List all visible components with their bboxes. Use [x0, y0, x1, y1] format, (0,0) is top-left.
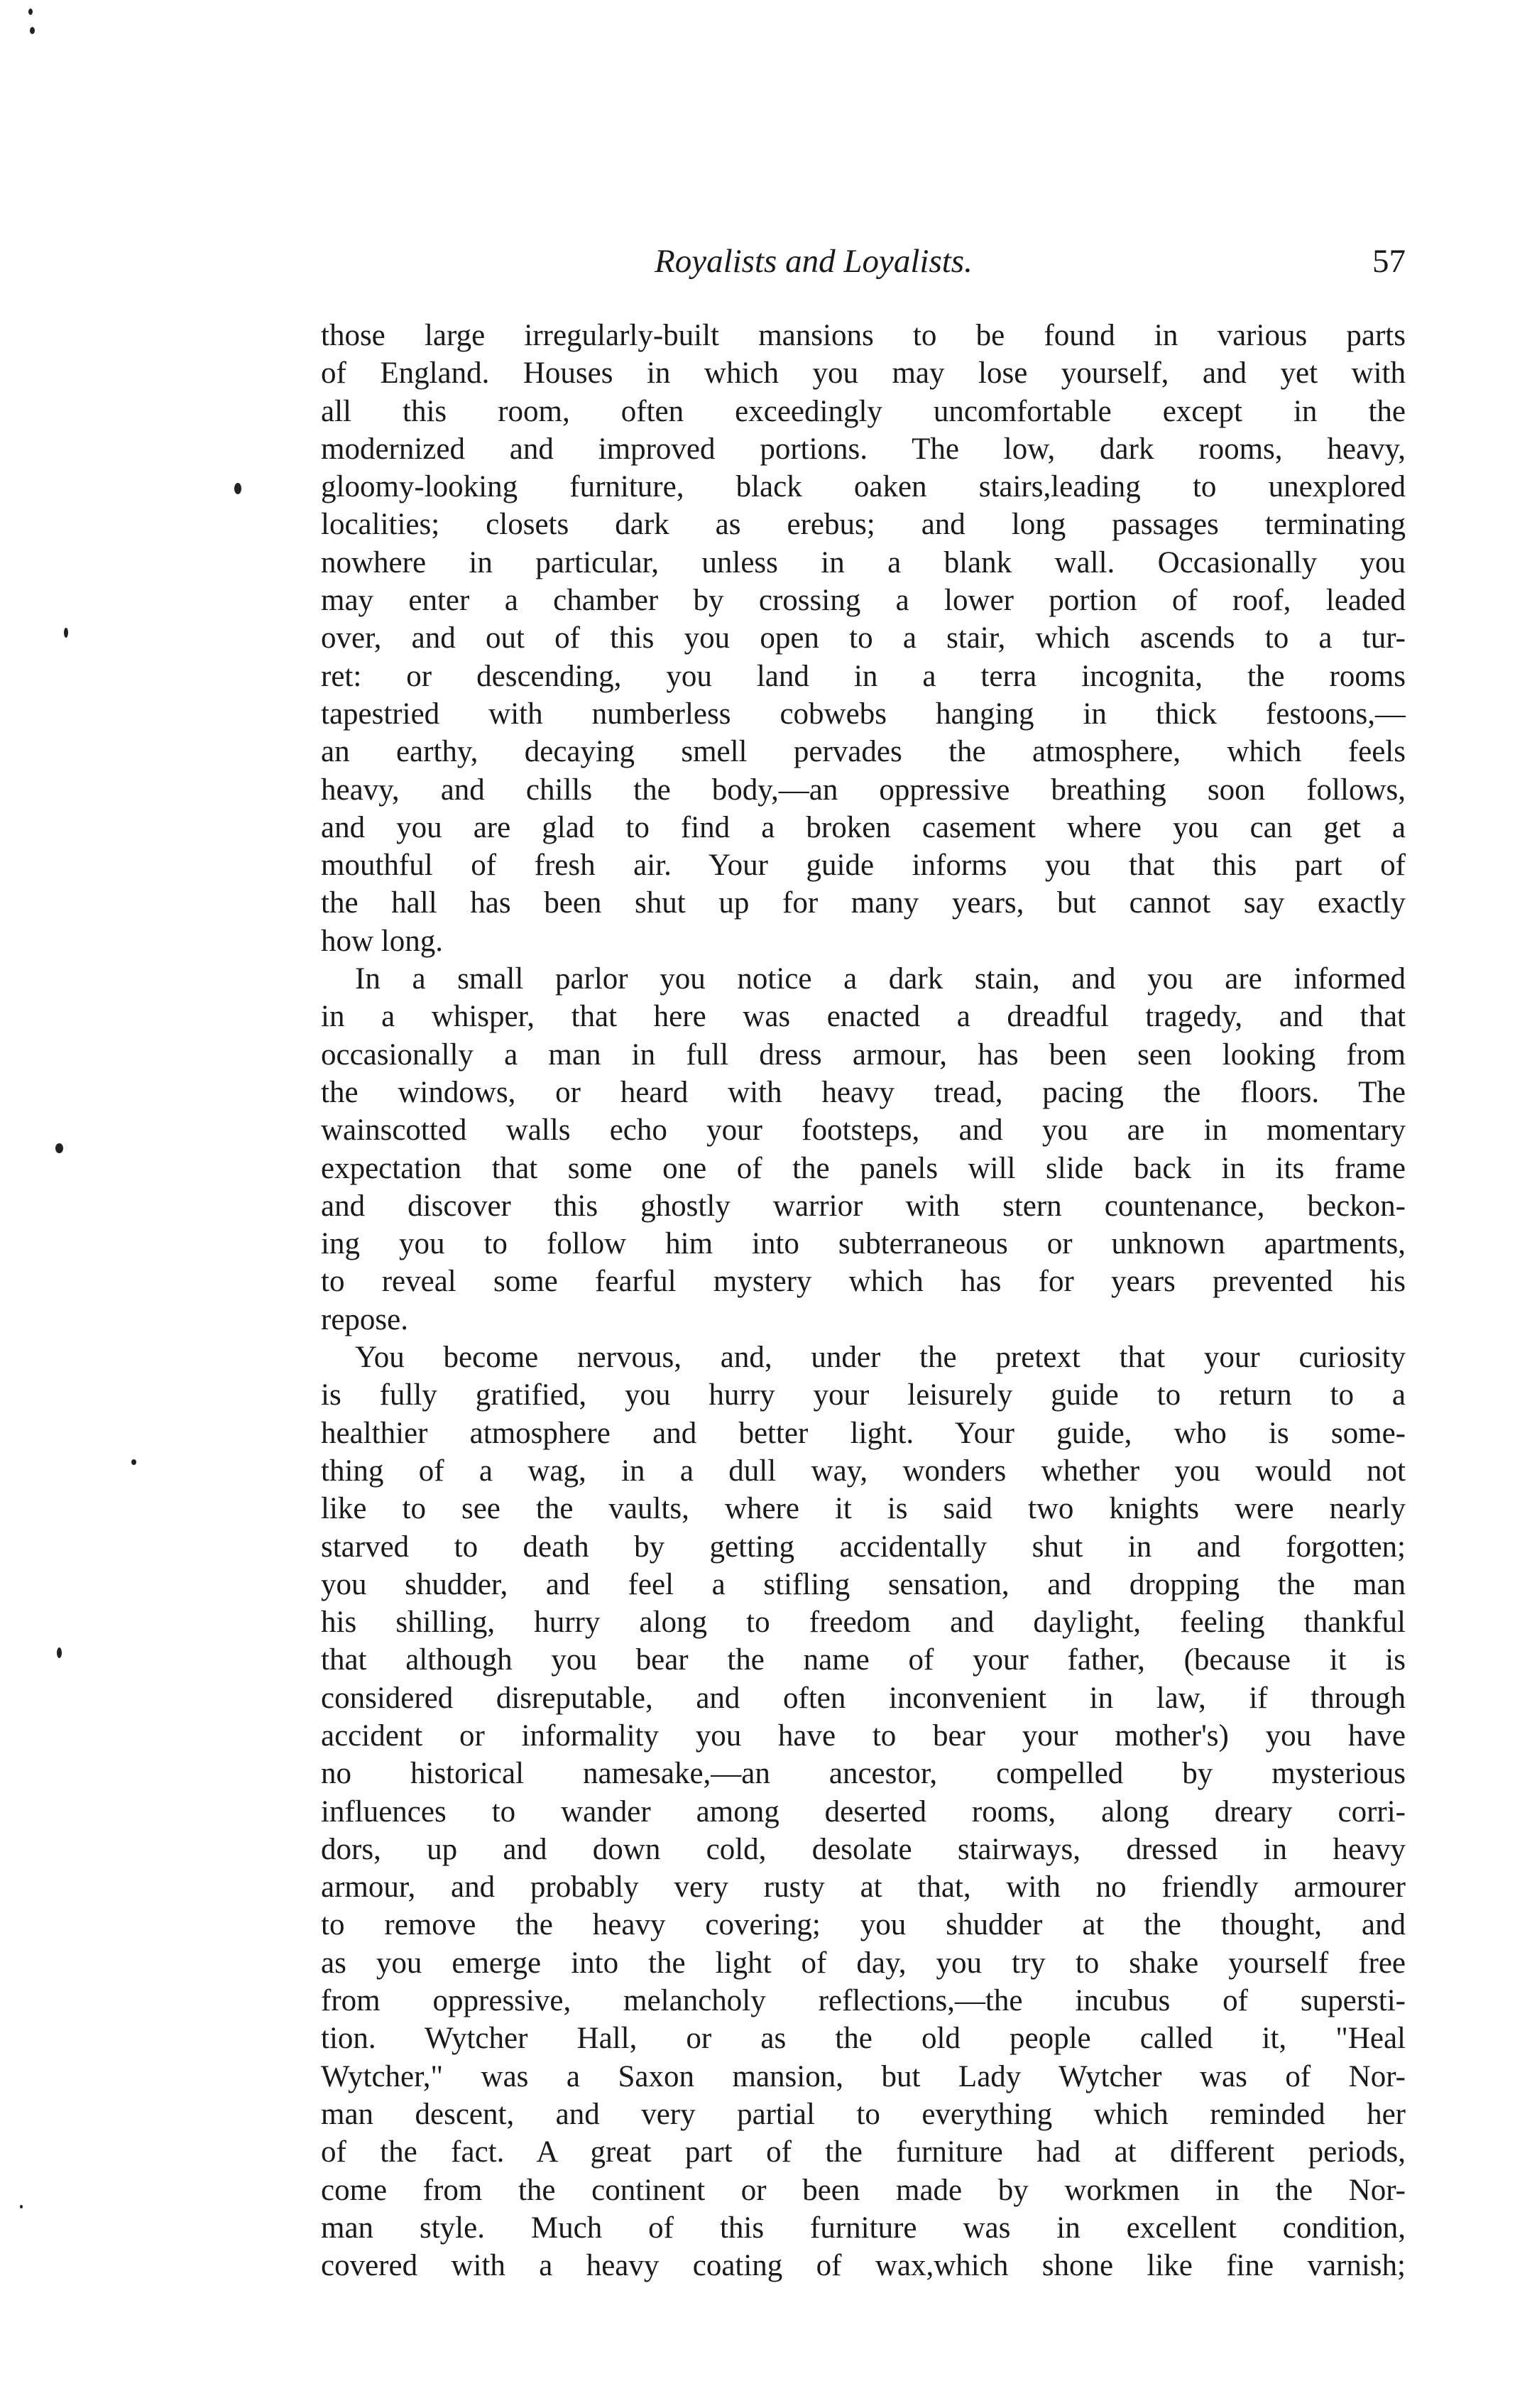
text-line: to remove the heavy covering; you shudder at the thought, and — [321, 1908, 1406, 1942]
text-line: his shilling, hurry along to freedom and daylight, feeling thankful — [321, 1606, 1406, 1640]
text-line: man style. Much of this furniture was in excellent condition, — [321, 2211, 1406, 2245]
text-line: influences to wander among deserted rooms, along dreary corri- — [321, 1794, 1406, 1829]
text-line: you shudder, and feel a stifling sensation, and dropping the man — [321, 1567, 1406, 1601]
text-line: heavy, and chills the body,—an oppressive breathing soon follows, — [321, 773, 1406, 807]
text-line: no historical namesake,—an ancestor, compelled by mysterious — [321, 1757, 1406, 1791]
text-line: ing you to follow him into subterraneous or unknown apartments, — [321, 1227, 1406, 1261]
margin-speck-6 — [131, 1459, 136, 1465]
text-line: those large irregularly-built mansions to be found in various parts — [321, 319, 1406, 352]
body-text — [321, 317, 1406, 2284]
text-line: how long. — [321, 924, 443, 958]
text-line: In a small parlor you notice a dark stain, and you are informed — [355, 962, 1406, 996]
margin-speck-8 — [20, 2205, 23, 2208]
text-line: accident or informality you have to bear your mother's) you have — [321, 1718, 1406, 1753]
text-line: localities; closets dark as erebus; and long passages terminating — [321, 508, 1406, 542]
text-line: that although you bear the name of your father, (because it is — [321, 1643, 1406, 1677]
text-line: wainscotted walls echo your footsteps, and you are in momentary — [321, 1113, 1406, 1148]
text-line: all this room, often exceedingly uncomfortable except in the — [321, 394, 1406, 428]
text-line: expectation that some one of the panels will slide back in its frame — [321, 1151, 1406, 1185]
text-line: tion. Wytcher Hall, or as the old people called it, "Heal — [321, 2022, 1406, 2056]
margin-speck-5 — [55, 1143, 63, 1153]
text-line: starved to death by getting accidentally shut in and forgotten; — [321, 1530, 1406, 1564]
margin-speck-3 — [234, 483, 241, 494]
text-line: the hall has been shut up for many years, but cannot say exactly — [321, 886, 1406, 920]
text-line: may enter a chamber by crossing a lower portion of roof, leaded — [321, 584, 1406, 618]
text-line: from oppressive, melancholy reflections,—the incubus of supersti- — [321, 1984, 1406, 2018]
text-line: and discover this ghostly warrior with stern countenance, beckon- — [321, 1189, 1406, 1223]
running-title: Royalists and Loyalists. — [655, 243, 973, 280]
text-line: covered with a heavy coating of wax,which shone like fine varnish; — [321, 2249, 1406, 2283]
text-line: mouthful of fresh air. Your guide informs you that this part of — [321, 849, 1406, 883]
running-head — [321, 240, 1406, 283]
text-line: repose. — [321, 1302, 408, 1336]
page-number: 57 — [1372, 243, 1406, 280]
text-line: nowhere in particular, unless in a blank wall. Occasionally you — [321, 545, 1406, 579]
text-line: is fully gratified, you hurry your leisurely guide to return to a — [321, 1378, 1406, 1412]
text-line: of the fact. A great part of the furniture had at different periods, — [321, 2135, 1406, 2169]
margin-speck-2 — [30, 27, 35, 34]
margin-speck-7 — [57, 1647, 62, 1658]
text-line: of England. Houses in which you may lose yourself, and yet with — [321, 356, 1406, 391]
text-line: the windows, or heard with heavy tread, pacing the floors. The — [321, 1075, 1406, 1109]
text-line: armour, and probably very rusty at that, with no friendly armourer — [321, 1870, 1406, 1905]
text-line: to reveal some fearful mystery which has for years prevented his — [321, 1265, 1406, 1299]
text-line: You become nervous, and, under the pretext that your curiosity — [355, 1341, 1406, 1375]
text-line: occasionally a man in full dress armour, has been seen looking from — [321, 1037, 1406, 1072]
text-line: Wytcher," was a Saxon mansion, but Lady Wytcher was of Nor- — [321, 2059, 1406, 2093]
text-line: like to see the vaults, where it is said two knights were nearly — [321, 1492, 1406, 1526]
text-line: healthier atmosphere and better light. Your guide, who is some- — [321, 1416, 1406, 1450]
text-line: in a whisper, that here was enacted a dreadful tragedy, and that — [321, 1000, 1406, 1034]
text-line: dors, up and down cold, desolate stairways, dressed in heavy — [321, 1832, 1406, 1866]
margin-speck-1 — [28, 9, 33, 15]
text-line: over, and out of this you open to a stair, which ascends to a tur- — [321, 621, 1406, 655]
text-line: an earthy, decaying smell pervades the atmosphere, which feels — [321, 735, 1406, 769]
text-line: tapestried with numberless cobwebs hanging in thick festoons,— — [321, 697, 1406, 731]
text-line: man descent, and very partial to everything which reminded her — [321, 2097, 1406, 2131]
text-line: considered disreputable, and often inconvenient in law, if through — [321, 1681, 1406, 1715]
text-line: modernized and improved portions. The low, dark rooms, heavy, — [321, 432, 1406, 466]
margin-speck-4 — [64, 628, 68, 638]
text-line: as you emerge into the light of day, you try to shake yourself free — [321, 1946, 1406, 1980]
text-line: and you are glad to find a broken casement where you can get a — [321, 810, 1406, 844]
text-line: ret: or descending, you land in a terra incognita, the rooms — [321, 659, 1406, 693]
text-line: thing of a wag, in a dull way, wonders whether you would not — [321, 1454, 1406, 1488]
text-line: gloomy-looking furniture, black oaken stairs,leading to unexplored — [321, 470, 1406, 504]
text-line: come from the continent or been made by workmen in the Nor- — [321, 2173, 1406, 2207]
